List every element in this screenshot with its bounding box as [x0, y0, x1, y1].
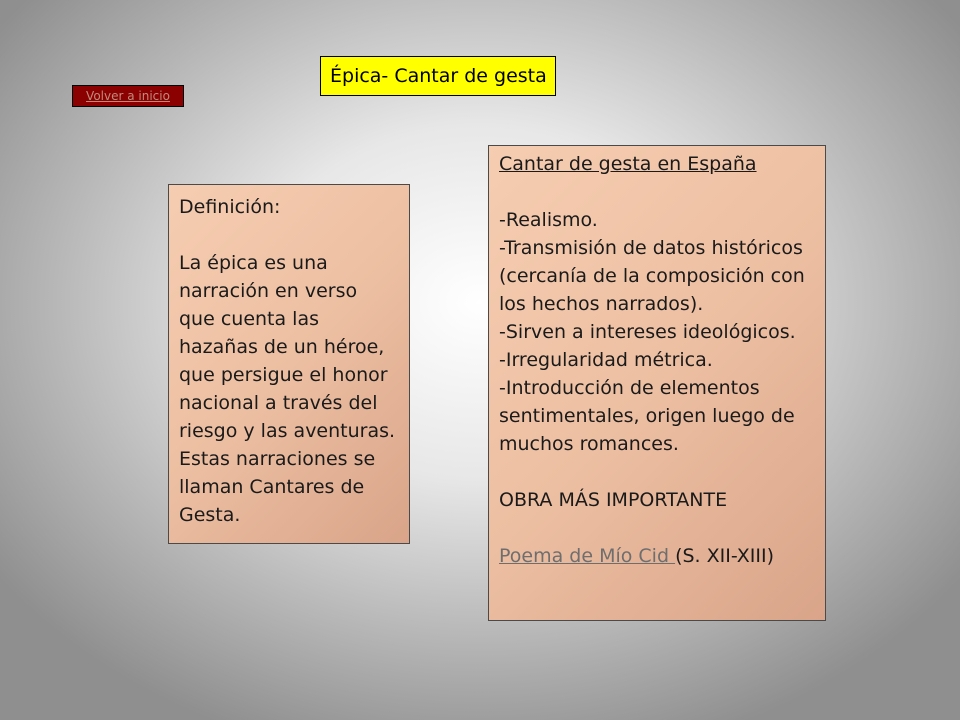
- cantar-item: (cercanía de la composición con: [499, 265, 805, 287]
- cantar-item: -Introducción de elementos: [499, 377, 760, 399]
- cantar-item: muchos romances.: [499, 433, 679, 455]
- definition-line: Estas narraciones se: [179, 448, 376, 470]
- poem-date: (S. XII-XIII): [675, 545, 774, 567]
- cantar-item: -Sirven a intereses ideológicos.: [499, 321, 796, 343]
- spacer: [499, 458, 817, 486]
- spacer: [499, 178, 817, 206]
- definition-line: que cuenta las: [179, 308, 320, 330]
- cantar-gesta-panel: [488, 145, 826, 621]
- poem-line: [499, 542, 817, 570]
- definition-heading: Definición:: [179, 196, 281, 218]
- cantar-heading: Cantar de gesta en España: [499, 153, 757, 175]
- definition-line: narración en verso: [179, 280, 358, 302]
- spacer: [499, 514, 817, 542]
- cantar-item: -Realismo.: [499, 209, 598, 231]
- cantar-item: los hechos narrados).: [499, 293, 704, 315]
- definition-line: que persigue el honor: [179, 364, 388, 386]
- definition-line: La épica es una: [179, 252, 328, 274]
- definition-panel: [168, 184, 410, 544]
- page-title: [320, 56, 556, 96]
- definition-line: hazañas de un héroe,: [179, 336, 385, 358]
- cantar-item: sentimentales, origen luego de: [499, 405, 795, 427]
- poema-mio-cid-link[interactable]: Poema de Mío Cid: [499, 545, 676, 567]
- obra-label: OBRA MÁS IMPORTANTE: [499, 489, 728, 511]
- spacer: [179, 221, 401, 249]
- cantar-item: -Irregularidad métrica.: [499, 349, 713, 371]
- definition-line: llaman Cantares de: [179, 476, 365, 498]
- definition-line: Gesta.: [179, 504, 241, 526]
- page-title-text: Épica- Cantar de gesta: [330, 65, 547, 87]
- definition-line: nacional a través del: [179, 392, 378, 414]
- definition-line: riesgo y las aventuras.: [179, 420, 396, 442]
- back-to-home-button[interactable]: Volver a inicio: [72, 85, 184, 107]
- cantar-item: -Transmisión de datos históricos: [499, 237, 803, 259]
